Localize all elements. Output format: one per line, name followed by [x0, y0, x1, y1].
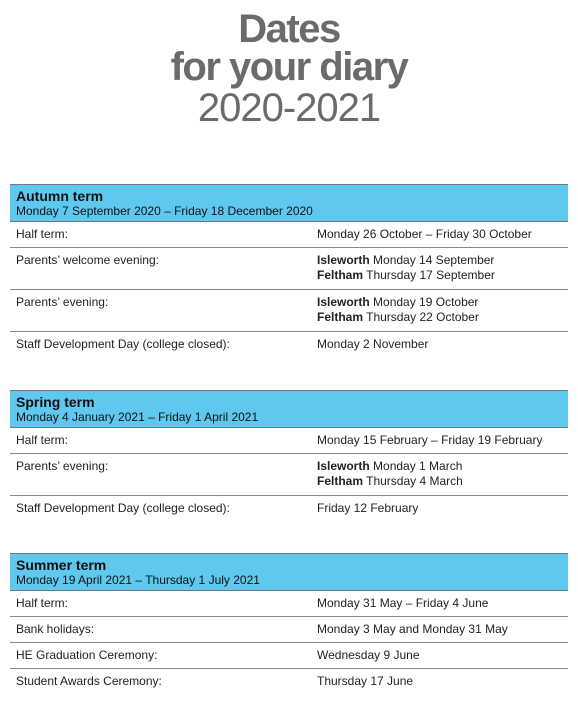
row-value: Wednesday 9 June [317, 648, 420, 662]
table-row [10, 496, 568, 522]
campus-name: Isleworth [317, 295, 370, 309]
row-label: Parents’ welcome evening: [16, 253, 159, 267]
term-header [10, 553, 568, 591]
row-label: Student Awards Ceremony: [16, 674, 162, 688]
event-date: Monday 14 September [369, 253, 495, 267]
row-value: Monday 2 November [317, 337, 429, 351]
row-label: Half term: [16, 433, 69, 447]
term-name: Spring term [16, 394, 95, 410]
event-date: Thursday 4 March [363, 474, 463, 488]
row-value: Monday 31 May – Friday 4 June [317, 596, 489, 610]
row-label: HE Graduation Ceremony: [16, 648, 158, 662]
row-value: Friday 12 February [317, 501, 419, 515]
autumn-term-section [10, 184, 568, 358]
event-date: Thursday 22 October [363, 310, 479, 324]
row-value: Monday 15 February – Friday 19 February [317, 433, 543, 447]
summer-term-section [10, 553, 568, 695]
table-row [10, 428, 568, 454]
term-dates: Monday 7 September 2020 – Friday 18 December 2020 [16, 204, 313, 218]
table-row [10, 222, 568, 248]
table-row [10, 248, 568, 290]
table-row [10, 643, 568, 669]
row-label: Half term: [16, 227, 69, 241]
spring-term-section [10, 390, 568, 522]
row-label: Staff Development Day (college closed): [16, 501, 230, 515]
row-value: Thursday 17 June [317, 674, 414, 688]
table-row [10, 591, 568, 617]
term-header [10, 390, 568, 428]
event-date: Monday 19 October [369, 295, 479, 309]
term-dates: Monday 19 April 2021 – Thursday 1 July 2021 [16, 573, 260, 587]
row-label: Half term: [16, 596, 69, 610]
event-date: Monday 1 March [369, 459, 463, 473]
row-value: Monday 26 October – Friday 30 October [317, 227, 532, 241]
row-label: Parents’ evening: [16, 295, 109, 309]
campus-name: Feltham [317, 310, 364, 324]
title-line-2: for your diary [170, 45, 408, 89]
row-value [317, 253, 495, 283]
title-line-1: Dates [238, 7, 340, 51]
page-title [0, 7, 578, 130]
campus-name: Feltham [317, 474, 364, 488]
table-row [10, 669, 568, 695]
table-row [10, 454, 568, 496]
campus-name: Feltham [317, 268, 364, 282]
term-dates: Monday 4 January 2021 – Friday 1 April 2021 [16, 410, 259, 424]
table-row [10, 332, 568, 358]
row-value [317, 295, 479, 325]
row-label: Bank holidays: [16, 622, 95, 636]
row-value [317, 459, 463, 489]
campus-name: Isleworth [317, 459, 370, 473]
table-row [10, 617, 568, 643]
term-name: Summer term [16, 557, 107, 573]
table-row [10, 290, 568, 332]
event-date: Thursday 17 September [363, 268, 495, 282]
row-label: Parents’ evening: [16, 459, 109, 473]
term-name: Autumn term [16, 188, 104, 204]
title-year: 2020-2021 [197, 86, 381, 130]
row-label: Staff Development Day (college closed): [16, 337, 230, 351]
row-value: Monday 3 May and Monday 31 May [317, 622, 508, 636]
term-header [10, 184, 568, 222]
campus-name: Isleworth [317, 253, 370, 267]
